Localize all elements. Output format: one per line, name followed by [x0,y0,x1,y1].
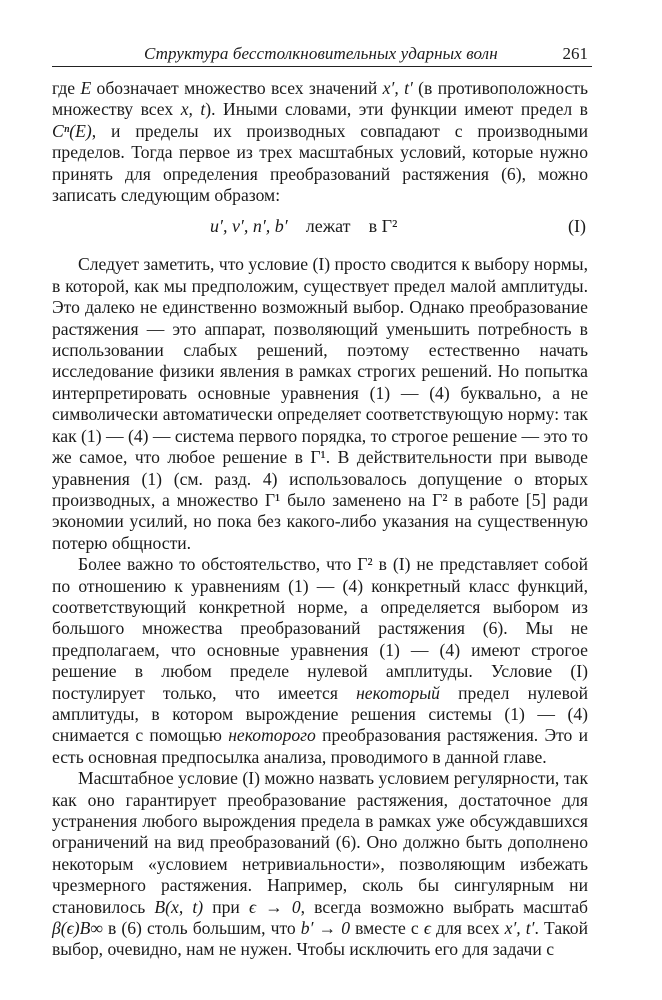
p1-text-2: обозначает множество всех значений [91,78,383,98]
p4-math-4: b′ → 0 [300,918,351,939]
p4-math-1: B(x, t) [154,896,204,917]
formula-gamma: Γ² [381,216,398,237]
formula-variables: u′, v′, n′, b′ [210,216,288,237]
p1-text-4: ). Иными словами, эти функции имеют предел в [205,99,588,120]
display-formula [52,214,588,240]
body-text [52,78,588,961]
p4-math-3: β(ϵ)B∞ [52,918,103,939]
p3-text-1: Более важно то обстоятельство, что Γ² в (I) не представляет собой по отношению к уравнениям (1) — (4) конкретный класс функций, соответствующий конкретной норме, а определяется выбором из большого множества преобразований растяжения (6). Мы не предполагаем, что основные уравнения (1) — (4) имеют строгое решение в любом пределе нулевой амплитуды. Условие (I) постулирует только, что имеется [52,554,588,703]
p1-text-1: где [52,78,81,98]
formula-body [210,216,397,237]
p1-math-cn: Cⁿ(E) [52,120,92,141]
formula-word-in: в [368,216,378,237]
running-header [52,38,592,67]
p3-text-3: преобразования растяжения. Это и есть основная предпосылка анализа, проводимого в данной главе. [52,725,588,767]
p2-text: Следует заметить, что условие (I) просто сводится к выбору нормы, в которой, как мы предположим, существует предел малой амплитуды. Это далеко не единственно возможный выбор. Однако преобразование растяжения — это аппарат, позволяющий уменьшить потребность в использовании слабых решений, поэтому естественно начать исследование физики явления в рамках строгих решений. Но попытка интерпретировать основные уравнения (1) — (4) буквально, а не символически автоматически определяет соответствующую норму: так как (1) — (4) — система первого порядка, то строгое решение — это то же самое, что любое решение в Γ¹. В действительности при выводе уравнения (1) (см. разд. 4) использовалось допущение о вторых производных, а множество Γ¹ было заменено на Γ² в работе [5] ради экономии усилий, но пока без какого-либо указания на существенную потерю общности. [52,254,588,553]
p4-math-6: x′, t′ [504,918,535,939]
p1-math-xprime: x′, t′ [382,78,413,98]
p4-text-3: , всегда возможно выбрать масштаб [300,896,588,917]
p1-math-xt: x, t [180,99,206,120]
p1-math-E: E [80,78,92,98]
paragraph-2 [52,254,588,554]
paragraph-4 [52,768,588,961]
paragraph-3 [52,554,588,768]
p1-text-5: , и пределы их производных совпадают с производными пределов. Тогда первое из трех масштабных условий, которые нужно принять для определения преобразований растяжения (6), можно записать следующим образом: [52,120,588,206]
p4-math-5: ϵ [423,918,431,939]
page-number: 261 [562,44,588,63]
p4-text-2: при [203,896,249,917]
formula-label: (I) [568,216,586,237]
p4-text-7: . Такой выбор, очевидно, нам не нужен. Чтобы исключить его для задачи с [52,918,589,960]
running-title: Структура бесстолкновительных ударных волн [144,44,498,63]
p4-math-2: ϵ → 0 [248,896,301,917]
paragraph-1 [52,78,588,206]
p4-text-5: вместе с [350,918,424,939]
p4-text-6: для всех [430,918,505,939]
p3-italic-2: некоторого [228,725,316,746]
p1-text-3: (в противоположность множеству всех [52,78,589,120]
p4-text-1: Масштабное условие (I) можно назвать условием регулярности, так как оно гарантирует преобразование растяжения, достаточное для устранения любого вырождения предела в рамках уже обсуждавшихся ограничений на вид преобразований (6). Оно должно быть дополнено некоторым «условием нетривиальности», позволяющим избежать чрезмерного растяжения. Например, сколь бы сингулярным ни становилось [52,768,588,917]
formula-word-lie: лежат [305,216,351,237]
p4-text-4: в (6) столь большим, что [102,918,301,939]
p3-text-2: предел нулевой амплитуды, в котором вырождение решения системы (1) — (4) снимается с помощью [52,682,588,746]
p3-italic-1: некоторый [356,682,440,703]
